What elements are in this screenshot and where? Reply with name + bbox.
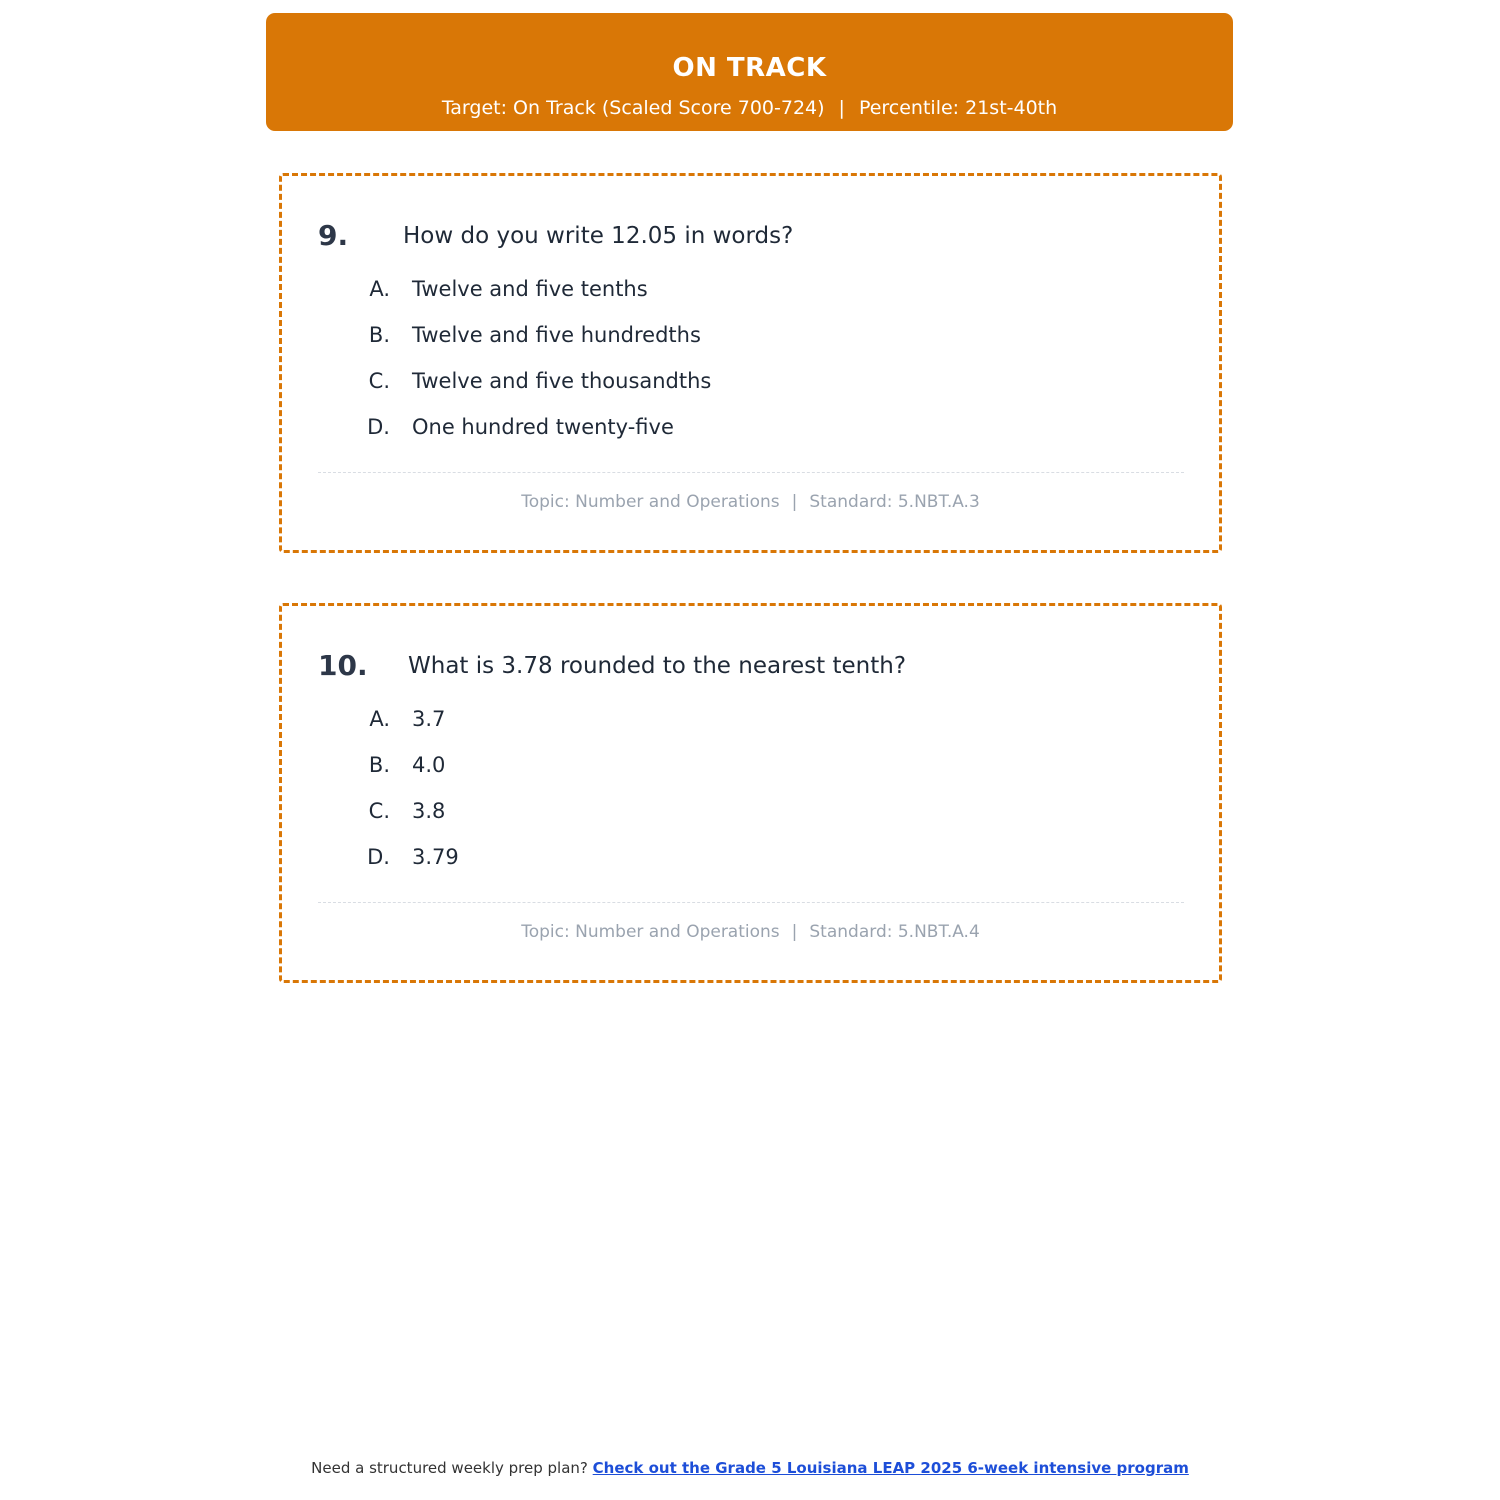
- question-standard: Standard: 5.NBT.A.3: [809, 492, 980, 512]
- option-text: 3.79: [412, 845, 459, 869]
- question-text: What is 3.78 rounded to the nearest tenth?: [408, 653, 907, 679]
- option-text: 3.8: [412, 799, 446, 823]
- status-banner: [266, 13, 1233, 131]
- option-text: Twelve and five hundredths: [412, 323, 701, 347]
- question-card-9: [279, 173, 1222, 553]
- option-text: Twelve and five tenths: [412, 277, 648, 301]
- option-letter: B.: [368, 753, 390, 777]
- program-link[interactable]: Check out the Grade 5 Louisiana LEAP 2025 6-week intensive program: [592, 1459, 1189, 1477]
- option-text: One hundred twenty-five: [412, 415, 674, 439]
- question-number: 9.: [318, 219, 349, 252]
- option-text: 3.7: [412, 707, 446, 731]
- banner-target: Target: On Track (Scaled Score 700-724): [441, 97, 825, 119]
- footer: [0, 1457, 1500, 1479]
- meta-separator: |: [791, 922, 798, 942]
- card-divider: [318, 902, 1184, 903]
- option-letter: D.: [367, 415, 390, 439]
- option-letter: A.: [369, 707, 390, 731]
- option-text: 4.0: [412, 753, 446, 777]
- option-letter: A.: [369, 277, 390, 301]
- question-standard: Standard: 5.NBT.A.4: [809, 922, 980, 942]
- option-letter: B.: [368, 323, 390, 347]
- banner-separator: |: [838, 97, 845, 119]
- card-divider: [318, 472, 1184, 473]
- banner-subtitle: [266, 95, 1233, 121]
- banner-title: ON TRACK: [672, 53, 827, 83]
- question-meta: [282, 490, 1219, 514]
- option-letter: D.: [367, 845, 390, 869]
- question-card-10: [279, 603, 1222, 983]
- question-text: How do you write 12.05 in words?: [403, 223, 794, 249]
- option-letter: C.: [368, 799, 390, 823]
- question-meta: [282, 920, 1219, 944]
- option-text: Twelve and five thousandths: [412, 369, 712, 393]
- meta-separator: |: [791, 492, 798, 512]
- footer-prompt: Need a structured weekly prep plan?: [311, 1459, 588, 1477]
- question-number: 10.: [318, 649, 368, 682]
- banner-percentile: Percentile: 21st-40th: [858, 97, 1058, 119]
- question-topic: Topic: Number and Operations: [521, 922, 780, 942]
- question-topic: Topic: Number and Operations: [521, 492, 780, 512]
- option-letter: C.: [368, 369, 390, 393]
